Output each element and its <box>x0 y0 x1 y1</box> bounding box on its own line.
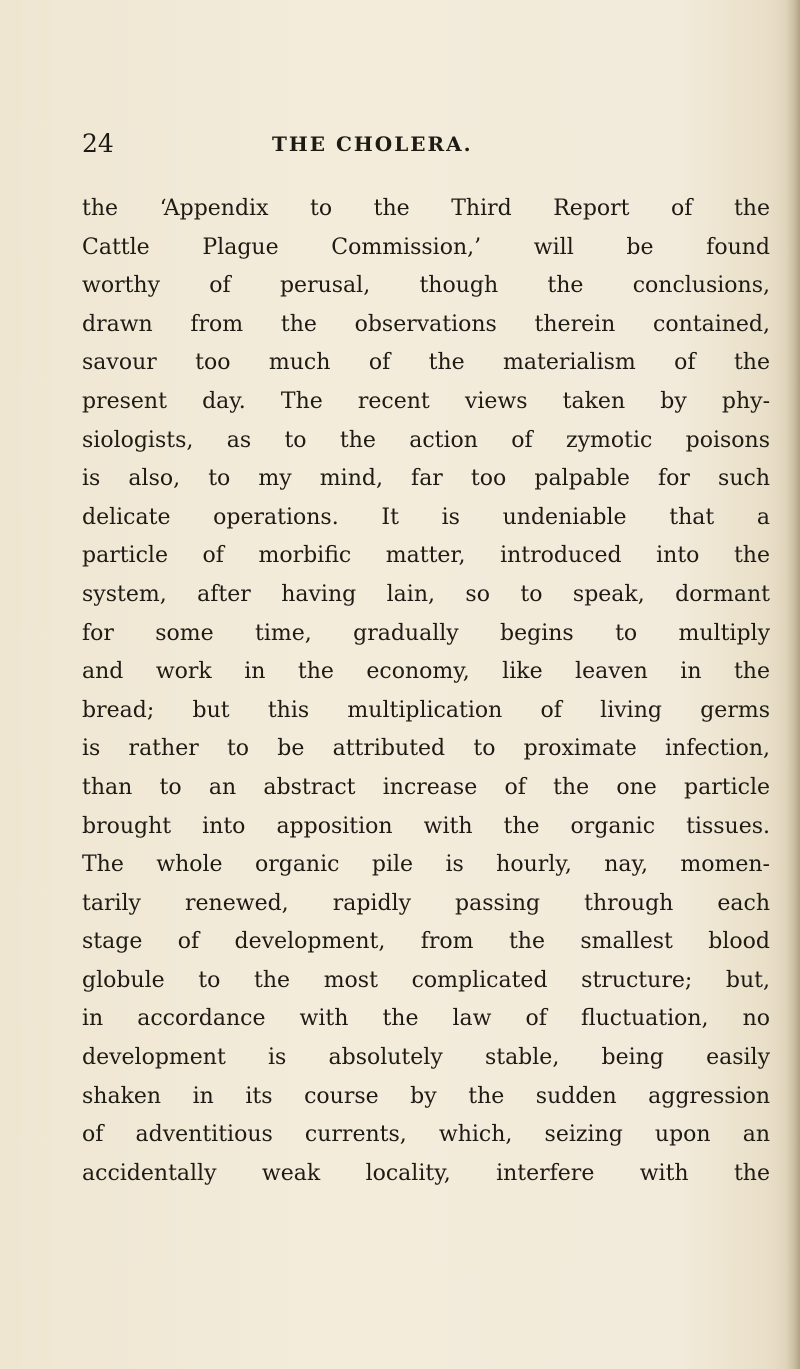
text-line: particle of morbific matter, introduced into the <box>82 543 770 569</box>
text-line: savour too much of the materialism of the <box>82 350 770 376</box>
text-line: worthy of perusal, though the conclusions, <box>82 273 770 299</box>
text-line: accidentally weak locality, interfere with the <box>82 1160 770 1186</box>
text-line: is rather to be attributed to proximate infection, <box>82 736 770 762</box>
text-line: globule to the most complicated structure; but, <box>82 967 770 993</box>
text-line: brought into apposition with the organic tissues. <box>82 813 770 839</box>
text-line: for some time, gradually begins to multiply <box>82 620 770 646</box>
page-number: 24 <box>82 129 114 158</box>
text-line: than to an abstract increase of the one particle <box>82 774 770 800</box>
text-line: stage of development, from the smallest blood <box>82 929 770 955</box>
text-line: siologists, as to the action of zymotic poisons <box>82 427 770 453</box>
text-line: shaken in its course by the sudden aggression <box>82 1083 770 1109</box>
text-line: is also, to my mind, far too palpable for such <box>82 466 770 492</box>
text-line: The whole organic pile is hourly, nay, momen- <box>82 852 770 878</box>
text-line: system, after having lain, so to speak, dormant <box>82 581 770 607</box>
running-title: THE CHOLERA. <box>272 132 473 156</box>
page-edge-shadow <box>786 0 800 1369</box>
text-line: delicate operations. It is undeniable that a <box>82 504 770 530</box>
body-text <box>82 190 770 1193</box>
text-line: the ‘Appendix to the Third Report of the <box>82 196 770 221</box>
text-line: development is absolutely stable, being easily <box>82 1045 770 1071</box>
text-line: tarily renewed, rapidly passing through each <box>82 890 770 916</box>
text-line: in accordance with the law of fluctuation, no <box>82 1006 770 1032</box>
text-line: Cattle Plague Commission,’ will be found <box>82 234 770 260</box>
text-line: and work in the economy, like leaven in the <box>82 659 770 685</box>
text-line: bread; but this multiplication of living germs <box>82 697 770 723</box>
text-line: present day. The recent views taken by phy- <box>82 388 770 414</box>
text-line: of adventitious currents, which, seizing upon an <box>82 1122 770 1148</box>
running-head <box>82 128 762 168</box>
text-line: drawn from the observations therein contained, <box>82 311 770 337</box>
